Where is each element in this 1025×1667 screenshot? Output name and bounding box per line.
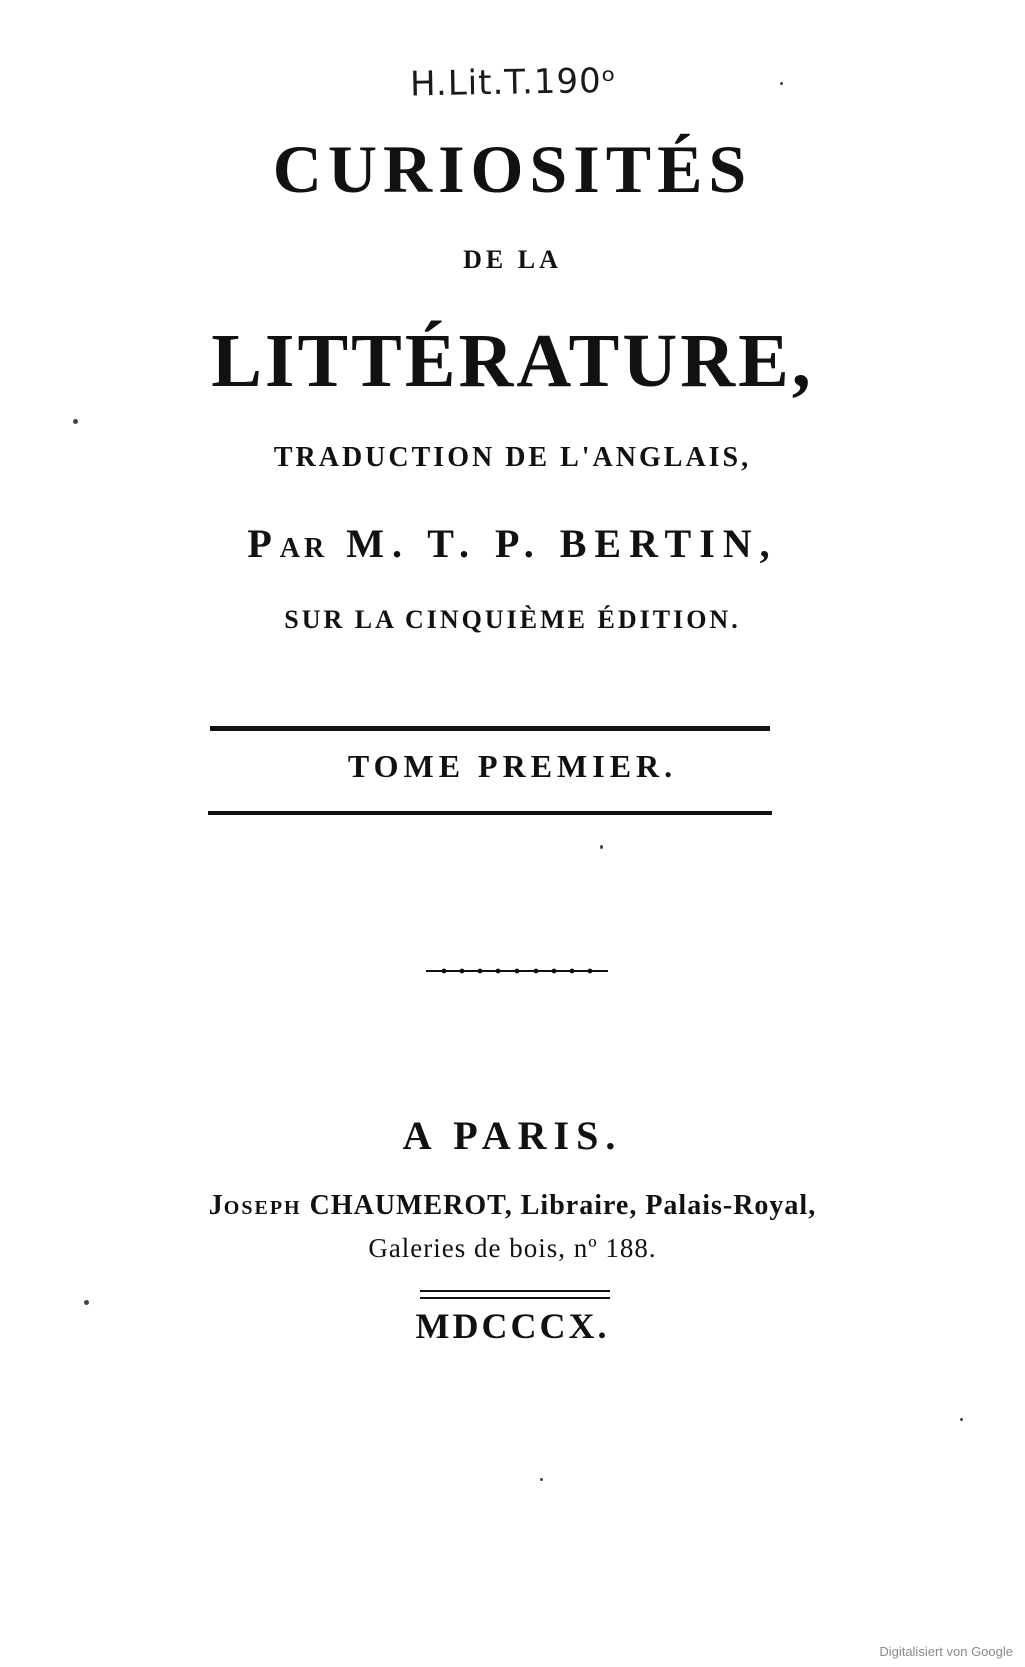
volume-label: TOME PREMIER. [347, 748, 678, 784]
author-line [0, 520, 1025, 567]
publisher-line [0, 1190, 1025, 1222]
author-prefix-initial: P [247, 521, 280, 566]
author-prefix-rest: AR [279, 533, 329, 564]
author-name: M. T. P. BERTIN, [346, 521, 778, 566]
speck [780, 82, 783, 85]
title-line-1: CURIOSITÉS [272, 131, 753, 207]
title-line-3: LITTÉRATURE, [211, 319, 814, 403]
ornament-divider [424, 966, 610, 976]
speck [600, 845, 603, 849]
edition-line: SUR LA CINQUIÈME ÉDITION. [284, 605, 741, 634]
year-rule-lower [420, 1297, 610, 1299]
imprint-place: A PARIS. [402, 1113, 623, 1158]
publication-year: MDCCCX. [415, 1306, 610, 1346]
publisher-rest: CHAUMEROT, Libraire, Palais-Royal, [309, 1190, 817, 1221]
year-rule-upper [420, 1290, 610, 1292]
speck [73, 419, 78, 424]
title-line-2: DE LA [463, 245, 562, 274]
speck [960, 1418, 963, 1421]
publisher-first-rest: OSEPH [223, 1197, 302, 1219]
publisher-initial: J [208, 1190, 224, 1221]
speck [84, 1300, 89, 1305]
handwritten-shelfmark: H.Lit.T.190ᵒ [409, 60, 618, 105]
bottom-rule [208, 811, 772, 815]
title-line-4: TRADUCTION DE L'ANGLAIS, [273, 442, 752, 473]
digitization-credit: Digitalisiert von Google [879, 1644, 1013, 1659]
top-rule [210, 726, 770, 731]
publisher-address: Galeries de bois, nº 188. [368, 1233, 657, 1263]
speck [540, 1478, 543, 1481]
